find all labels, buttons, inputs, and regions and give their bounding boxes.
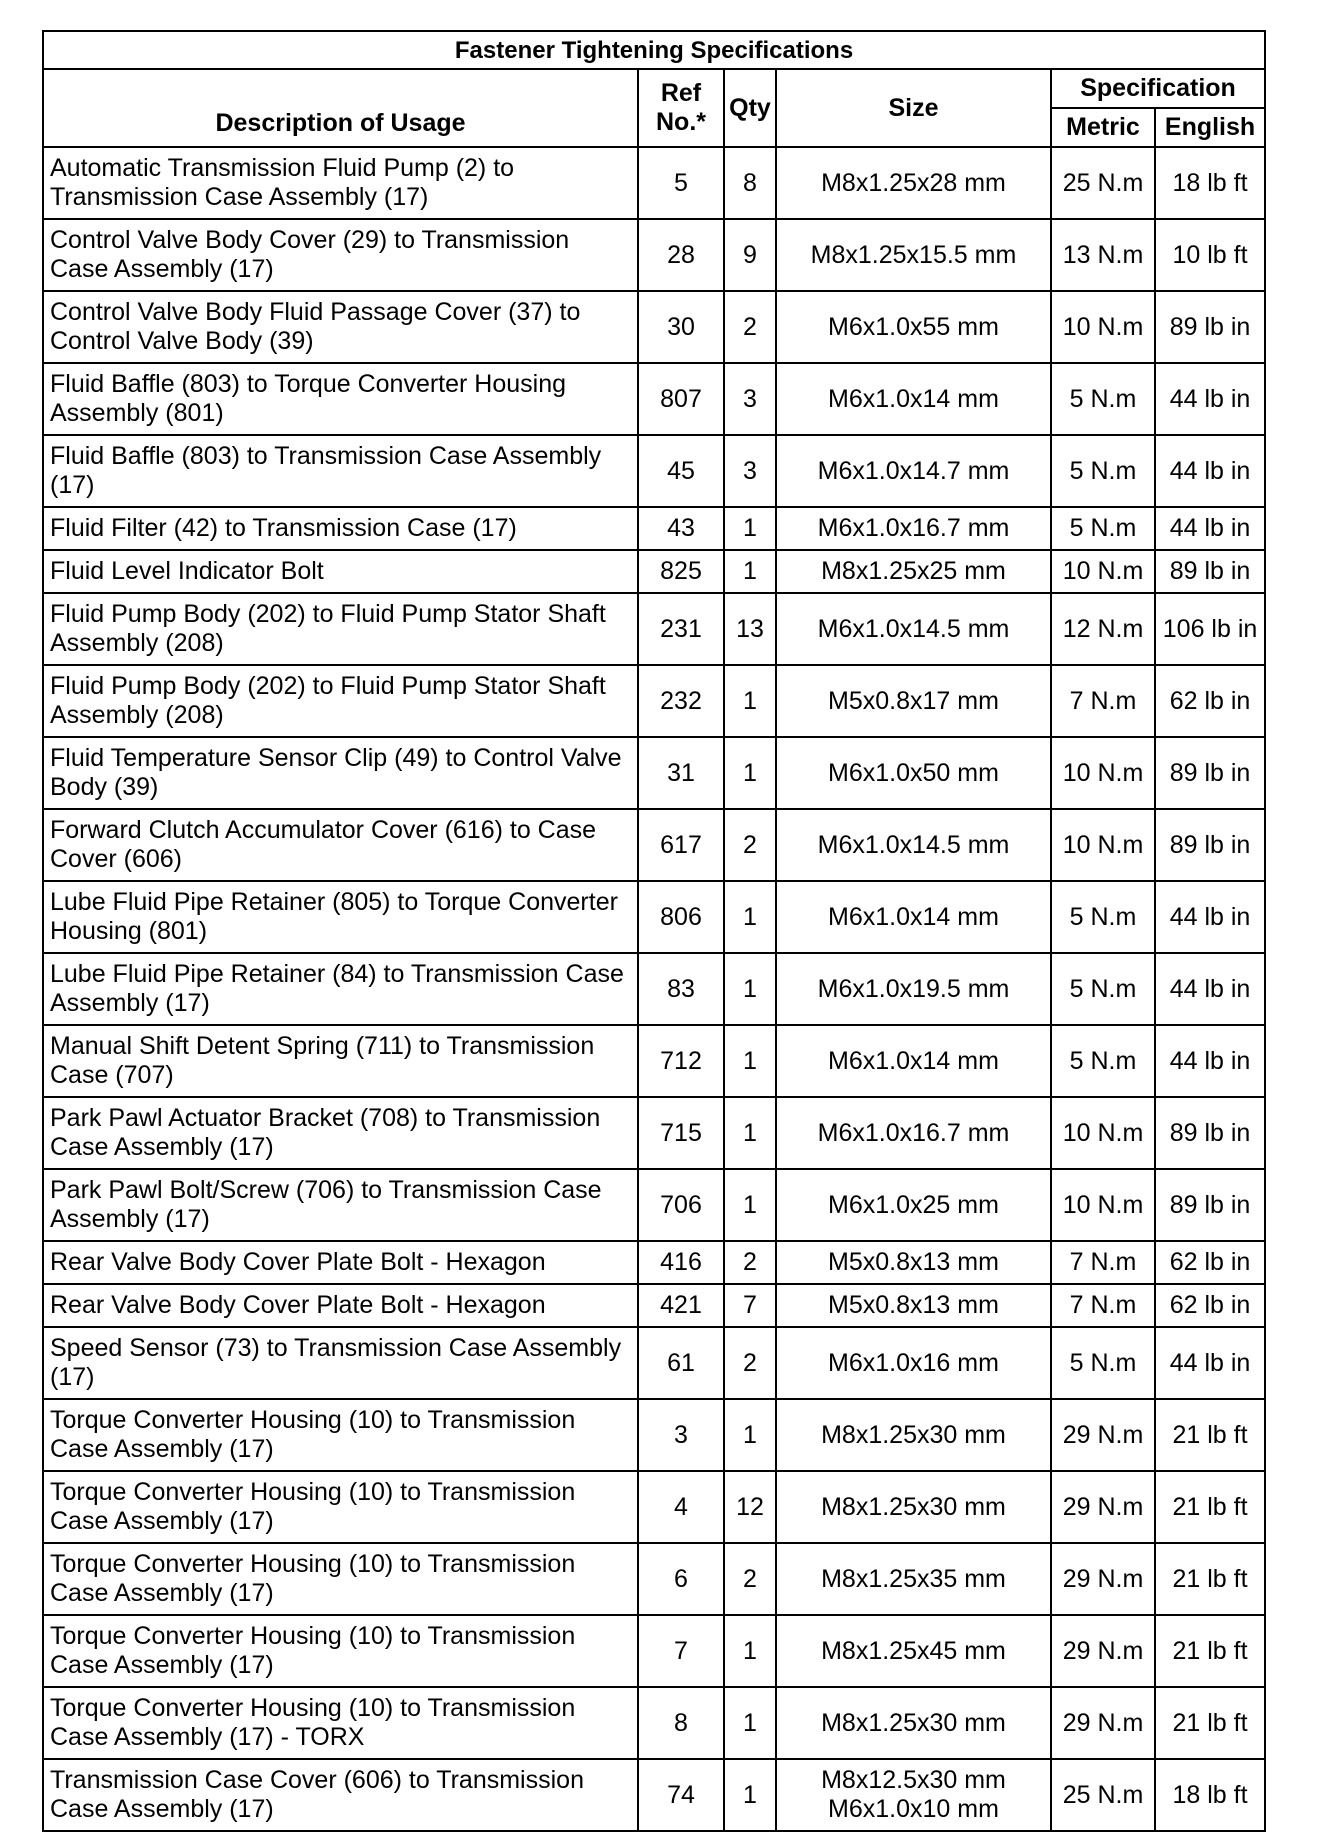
- cell-english: 44 lb in: [1155, 507, 1265, 550]
- cell-size: M8x1.25x30 mm: [776, 1687, 1051, 1759]
- cell-qty: 7: [724, 1284, 776, 1327]
- cell-metric: 12 N.m: [1051, 593, 1155, 665]
- table-row: [43, 435, 1265, 507]
- cell-size: M6x1.0x55 mm: [776, 291, 1051, 363]
- cell-qty: 1: [724, 1097, 776, 1169]
- cell-metric: 5 N.m: [1051, 435, 1155, 507]
- cell-english: 89 lb in: [1155, 550, 1265, 593]
- cell-metric: 13 N.m: [1051, 219, 1155, 291]
- cell-ref: 416: [638, 1241, 724, 1284]
- cell-ref: 715: [638, 1097, 724, 1169]
- fastener-spec-table: [42, 30, 1266, 1832]
- cell-qty: 1: [724, 507, 776, 550]
- table-row: [43, 953, 1265, 1025]
- cell-description: Transmission Case Cover (606) to Transmission Case Assembly (17): [43, 1759, 638, 1831]
- cell-metric: 29 N.m: [1051, 1543, 1155, 1615]
- cell-metric: 29 N.m: [1051, 1399, 1155, 1471]
- cell-qty: 1: [724, 953, 776, 1025]
- cell-description: Torque Converter Housing (10) to Transmission Case Assembly (17): [43, 1471, 638, 1543]
- cell-metric: 5 N.m: [1051, 953, 1155, 1025]
- header-ref-label: Ref No.*: [656, 79, 706, 136]
- cell-ref: 3: [638, 1399, 724, 1471]
- table-row: [43, 1615, 1265, 1687]
- cell-size: M6x1.0x16.7 mm: [776, 1097, 1051, 1169]
- cell-english: 18 lb ft: [1155, 147, 1265, 219]
- table-row: [43, 507, 1265, 550]
- cell-size: M6x1.0x19.5 mm: [776, 953, 1051, 1025]
- cell-ref: 83: [638, 953, 724, 1025]
- cell-metric: 7 N.m: [1051, 1241, 1155, 1284]
- cell-description: Lube Fluid Pipe Retainer (84) to Transmission Case Assembly (17): [43, 953, 638, 1025]
- cell-size: M6x1.0x14.7 mm: [776, 435, 1051, 507]
- cell-qty: 3: [724, 435, 776, 507]
- cell-english: 62 lb in: [1155, 665, 1265, 737]
- table-row: [43, 291, 1265, 363]
- table-row: [43, 1241, 1265, 1284]
- cell-qty: 2: [724, 1543, 776, 1615]
- cell-ref: 30: [638, 291, 724, 363]
- header-size: Size: [776, 69, 1051, 147]
- cell-qty: 1: [724, 550, 776, 593]
- cell-english: 21 lb ft: [1155, 1687, 1265, 1759]
- table-row: [43, 1399, 1265, 1471]
- cell-metric: 29 N.m: [1051, 1615, 1155, 1687]
- cell-size: M6x1.0x14 mm: [776, 881, 1051, 953]
- cell-ref: 807: [638, 363, 724, 435]
- table-row: [43, 550, 1265, 593]
- cell-size: M6x1.0x16 mm: [776, 1327, 1051, 1399]
- cell-ref: 7: [638, 1615, 724, 1687]
- cell-metric: 10 N.m: [1051, 809, 1155, 881]
- cell-english: 62 lb in: [1155, 1241, 1265, 1284]
- cell-metric: 10 N.m: [1051, 1097, 1155, 1169]
- cell-ref: 28: [638, 219, 724, 291]
- cell-size: M8x12.5x30 mm M6x1.0x10 mm: [776, 1759, 1051, 1831]
- cell-description: Fluid Baffle (803) to Transmission Case Assembly (17): [43, 435, 638, 507]
- cell-english: 44 lb in: [1155, 881, 1265, 953]
- cell-size: M8x1.25x35 mm: [776, 1543, 1051, 1615]
- cell-size: M5x0.8x17 mm: [776, 665, 1051, 737]
- cell-english: 44 lb in: [1155, 953, 1265, 1025]
- cell-qty: 1: [724, 1025, 776, 1097]
- header-qty: Qty: [724, 69, 776, 147]
- cell-qty: 1: [724, 1687, 776, 1759]
- cell-english: 89 lb in: [1155, 1169, 1265, 1241]
- cell-english: 21 lb ft: [1155, 1615, 1265, 1687]
- cell-qty: 1: [724, 1615, 776, 1687]
- table-body: [43, 147, 1265, 1831]
- cell-ref: 806: [638, 881, 724, 953]
- cell-qty: 12: [724, 1471, 776, 1543]
- cell-description: Fluid Baffle (803) to Torque Converter Housing Assembly (801): [43, 363, 638, 435]
- cell-metric: 5 N.m: [1051, 507, 1155, 550]
- cell-description: Automatic Transmission Fluid Pump (2) to Transmission Case Assembly (17): [43, 147, 638, 219]
- cell-description: Torque Converter Housing (10) to Transmission Case Assembly (17) - TORX: [43, 1687, 638, 1759]
- cell-size: M8x1.25x25 mm: [776, 550, 1051, 593]
- cell-description: Rear Valve Body Cover Plate Bolt - Hexagon: [43, 1284, 638, 1327]
- cell-english: 89 lb in: [1155, 291, 1265, 363]
- cell-metric: 5 N.m: [1051, 881, 1155, 953]
- cell-size: M8x1.25x30 mm: [776, 1399, 1051, 1471]
- cell-ref: 825: [638, 550, 724, 593]
- cell-size: M6x1.0x25 mm: [776, 1169, 1051, 1241]
- cell-ref: 6: [638, 1543, 724, 1615]
- cell-description: Lube Fluid Pipe Retainer (805) to Torque Converter Housing (801): [43, 881, 638, 953]
- table-row: [43, 1284, 1265, 1327]
- cell-size: M6x1.0x14.5 mm: [776, 593, 1051, 665]
- table-row: [43, 1169, 1265, 1241]
- cell-ref: 4: [638, 1471, 724, 1543]
- header-specification: Specification: [1051, 69, 1265, 108]
- table-title: Fastener Tightening Specifications: [43, 31, 1265, 69]
- cell-english: 44 lb in: [1155, 1327, 1265, 1399]
- header-ref: [638, 69, 724, 147]
- cell-english: 106 lb in: [1155, 593, 1265, 665]
- cell-metric: 25 N.m: [1051, 1759, 1155, 1831]
- cell-size: M8x1.25x28 mm: [776, 147, 1051, 219]
- cell-english: 89 lb in: [1155, 1097, 1265, 1169]
- cell-description: Control Valve Body Fluid Passage Cover (37) to Control Valve Body (39): [43, 291, 638, 363]
- cell-description: Forward Clutch Accumulator Cover (616) to Case Cover (606): [43, 809, 638, 881]
- table-row: [43, 881, 1265, 953]
- cell-english: 21 lb ft: [1155, 1543, 1265, 1615]
- cell-ref: 706: [638, 1169, 724, 1241]
- cell-english: 89 lb in: [1155, 737, 1265, 809]
- table-row: [43, 1759, 1265, 1831]
- cell-english: 62 lb in: [1155, 1284, 1265, 1327]
- cell-metric: 10 N.m: [1051, 737, 1155, 809]
- cell-qty: 2: [724, 1327, 776, 1399]
- cell-metric: 10 N.m: [1051, 1169, 1155, 1241]
- table-row: [43, 363, 1265, 435]
- cell-qty: 1: [724, 737, 776, 809]
- cell-description: Torque Converter Housing (10) to Transmission Case Assembly (17): [43, 1615, 638, 1687]
- cell-description: Fluid Filter (42) to Transmission Case (17): [43, 507, 638, 550]
- cell-size: M5x0.8x13 mm: [776, 1284, 1051, 1327]
- cell-ref: 61: [638, 1327, 724, 1399]
- header-description: Description of Usage: [43, 69, 638, 147]
- table-row: [43, 593, 1265, 665]
- cell-qty: 1: [724, 1169, 776, 1241]
- cell-metric: 29 N.m: [1051, 1687, 1155, 1759]
- cell-metric: 7 N.m: [1051, 1284, 1155, 1327]
- header-english: English: [1155, 108, 1265, 147]
- cell-description: Fluid Pump Body (202) to Fluid Pump Stator Shaft Assembly (208): [43, 593, 638, 665]
- cell-qty: 13: [724, 593, 776, 665]
- table-row: [43, 809, 1265, 881]
- cell-metric: 5 N.m: [1051, 363, 1155, 435]
- cell-size: M8x1.25x30 mm: [776, 1471, 1051, 1543]
- cell-ref: 45: [638, 435, 724, 507]
- table-row: [43, 1543, 1265, 1615]
- cell-description: Manual Shift Detent Spring (711) to Transmission Case (707): [43, 1025, 638, 1097]
- cell-description: Fluid Pump Body (202) to Fluid Pump Stator Shaft Assembly (208): [43, 665, 638, 737]
- cell-ref: 232: [638, 665, 724, 737]
- cell-size: M6x1.0x14 mm: [776, 1025, 1051, 1097]
- table-row: [43, 737, 1265, 809]
- table-row: [43, 1025, 1265, 1097]
- cell-qty: 1: [724, 1759, 776, 1831]
- cell-metric: 5 N.m: [1051, 1025, 1155, 1097]
- cell-description: Control Valve Body Cover (29) to Transmission Case Assembly (17): [43, 219, 638, 291]
- cell-english: 21 lb ft: [1155, 1471, 1265, 1543]
- table-row: [43, 147, 1265, 219]
- cell-english: 44 lb in: [1155, 1025, 1265, 1097]
- table-row: [43, 1327, 1265, 1399]
- cell-ref: 231: [638, 593, 724, 665]
- cell-description: Park Pawl Bolt/Screw (706) to Transmission Case Assembly (17): [43, 1169, 638, 1241]
- cell-english: 21 lb ft: [1155, 1399, 1265, 1471]
- cell-description: Speed Sensor (73) to Transmission Case Assembly (17): [43, 1327, 638, 1399]
- cell-qty: 1: [724, 881, 776, 953]
- cell-size: M6x1.0x14 mm: [776, 363, 1051, 435]
- cell-metric: 10 N.m: [1051, 291, 1155, 363]
- cell-qty: 1: [724, 665, 776, 737]
- cell-description: Fluid Level Indicator Bolt: [43, 550, 638, 593]
- cell-size: M8x1.25x45 mm: [776, 1615, 1051, 1687]
- cell-ref: 421: [638, 1284, 724, 1327]
- cell-ref: 712: [638, 1025, 724, 1097]
- cell-qty: 2: [724, 1241, 776, 1284]
- table-row: [43, 1097, 1265, 1169]
- cell-english: 89 lb in: [1155, 809, 1265, 881]
- cell-qty: 9: [724, 219, 776, 291]
- cell-ref: 43: [638, 507, 724, 550]
- cell-description: Fluid Temperature Sensor Clip (49) to Control Valve Body (39): [43, 737, 638, 809]
- cell-qty: 1: [724, 1399, 776, 1471]
- cell-description: Rear Valve Body Cover Plate Bolt - Hexagon: [43, 1241, 638, 1284]
- table-row: [43, 665, 1265, 737]
- cell-english: 44 lb in: [1155, 435, 1265, 507]
- cell-qty: 8: [724, 147, 776, 219]
- cell-ref: 31: [638, 737, 724, 809]
- cell-metric: 25 N.m: [1051, 147, 1155, 219]
- header-metric: Metric: [1051, 108, 1155, 147]
- table-row: [43, 1471, 1265, 1543]
- cell-size: M8x1.25x15.5 mm: [776, 219, 1051, 291]
- cell-description: Torque Converter Housing (10) to Transmission Case Assembly (17): [43, 1399, 638, 1471]
- cell-english: 10 lb ft: [1155, 219, 1265, 291]
- cell-ref: 8: [638, 1687, 724, 1759]
- cell-metric: 5 N.m: [1051, 1327, 1155, 1399]
- cell-english: 18 lb ft: [1155, 1759, 1265, 1831]
- cell-metric: 29 N.m: [1051, 1471, 1155, 1543]
- cell-qty: 2: [724, 809, 776, 881]
- cell-metric: 10 N.m: [1051, 550, 1155, 593]
- cell-size: M5x0.8x13 mm: [776, 1241, 1051, 1284]
- cell-ref: 617: [638, 809, 724, 881]
- cell-size: M6x1.0x14.5 mm: [776, 809, 1051, 881]
- cell-size: M6x1.0x16.7 mm: [776, 507, 1051, 550]
- cell-description: Torque Converter Housing (10) to Transmission Case Assembly (17): [43, 1543, 638, 1615]
- cell-qty: 3: [724, 363, 776, 435]
- table-row: [43, 219, 1265, 291]
- cell-size: M6x1.0x50 mm: [776, 737, 1051, 809]
- cell-ref: 5: [638, 147, 724, 219]
- cell-qty: 2: [724, 291, 776, 363]
- cell-description: Park Pawl Actuator Bracket (708) to Transmission Case Assembly (17): [43, 1097, 638, 1169]
- cell-metric: 7 N.m: [1051, 665, 1155, 737]
- cell-english: 44 lb in: [1155, 363, 1265, 435]
- cell-ref: 74: [638, 1759, 724, 1831]
- table-row: [43, 1687, 1265, 1759]
